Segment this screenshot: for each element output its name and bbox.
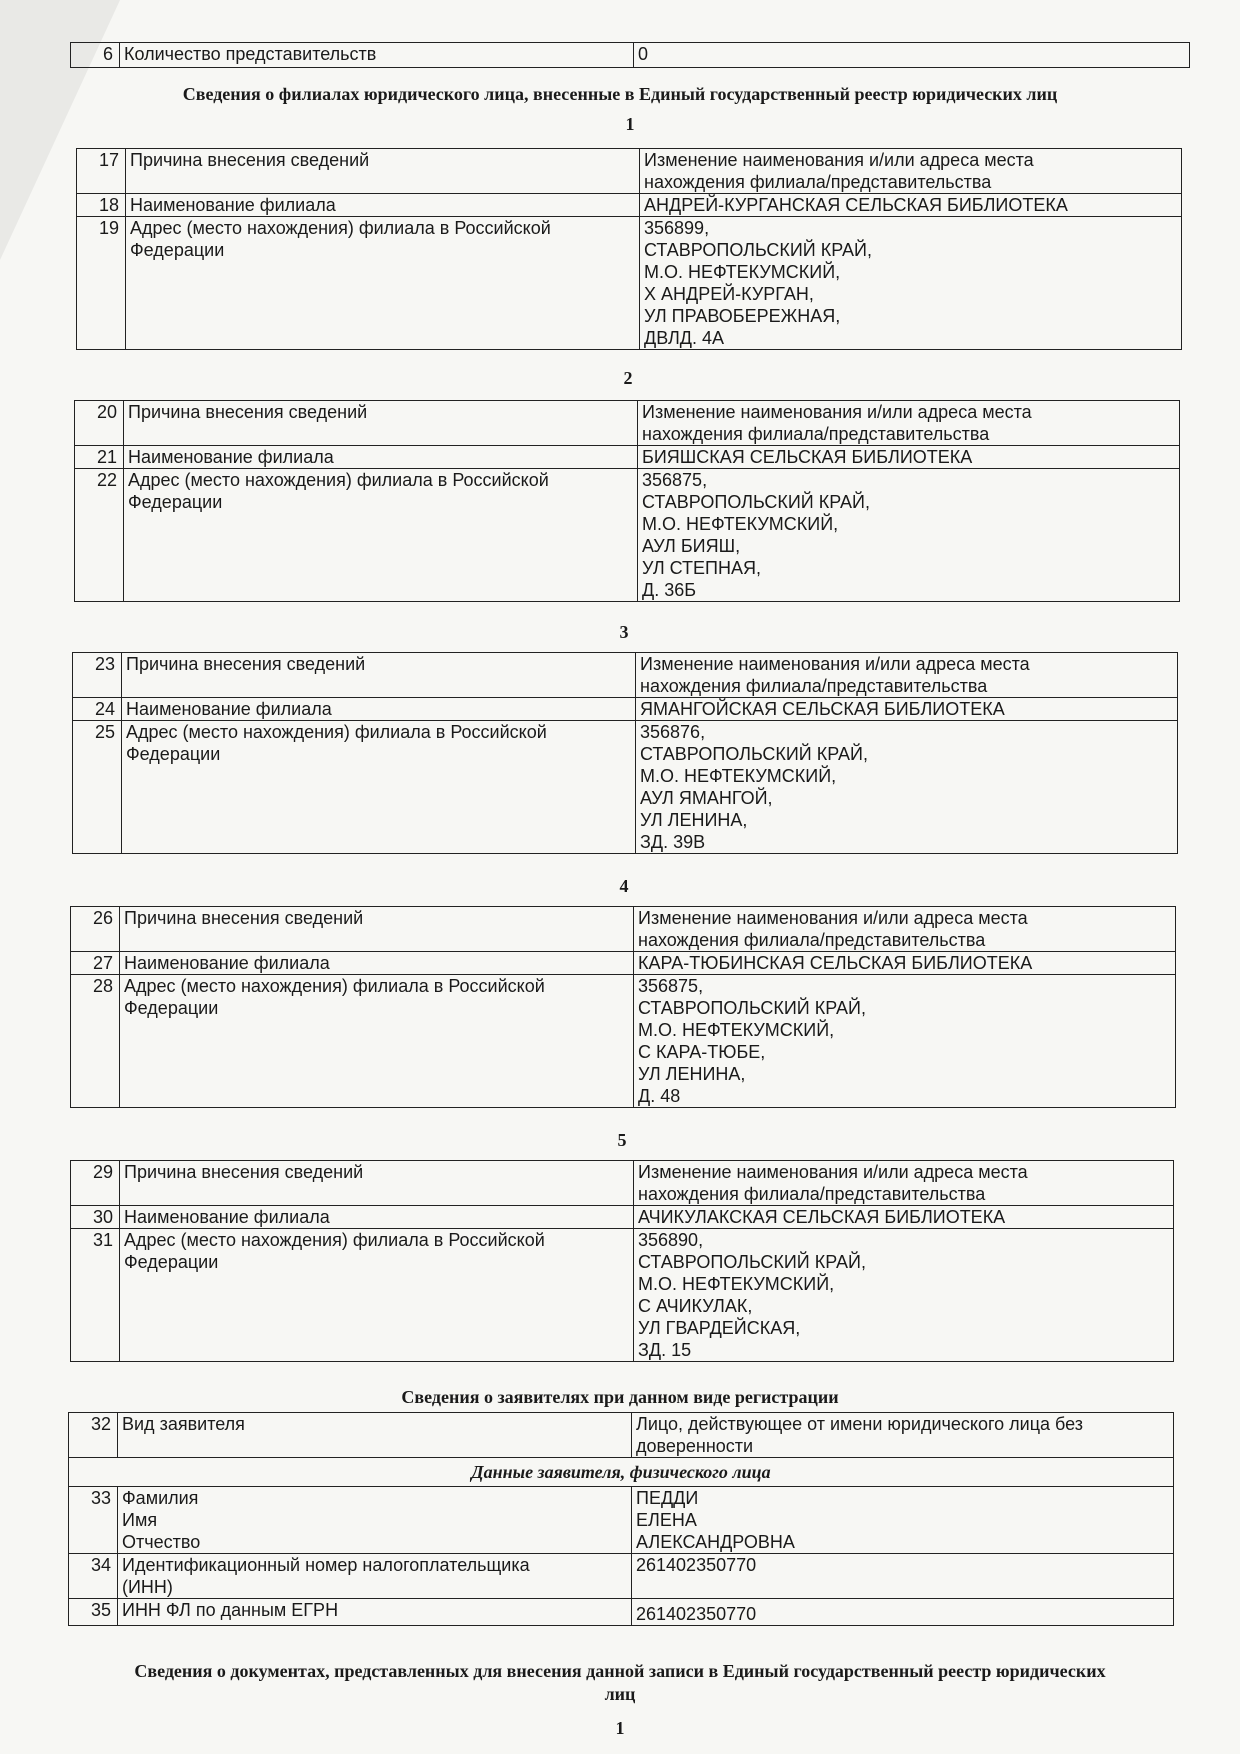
table-row [77,149,1182,194]
row-number: 17 [77,149,126,194]
row-number: 20 [75,401,124,446]
table-row [71,975,1176,1108]
row-label: Вид заявителя [118,1413,632,1458]
row-value: КАРА-ТЮБИНСКАЯ СЕЛЬСКАЯ БИБЛИОТЕКА [634,952,1176,975]
row-value: АНДРЕЙ-КУРГАНСКАЯ СЕЛЬСКАЯ БИБЛИОТЕКА [640,194,1182,217]
row-number: 19 [77,217,126,350]
row-number: 31 [71,1229,120,1362]
branch-table [70,906,1176,1108]
row-label: Наименование филиала [124,446,638,469]
person-subheading: Данные заявителя, физического лица [69,1458,1174,1487]
branch-index: 4 [619,876,629,896]
row-value: 356876, СТАВРОПОЛЬСКИЙ КРАЙ, М.О. НЕФТЕКУМСКИЙ, АУЛ ЯМАНГОЙ, УЛ ЛЕНИНА, ЗД. 39В [636,721,1178,854]
row-label: Фамилия Имя Отчество [118,1487,632,1554]
page-number: 1 [615,1718,625,1738]
table-row [69,1413,1174,1458]
table-row [77,194,1182,217]
table-row [69,1487,1174,1554]
row-value: 0 [634,43,1190,68]
row-number: 35 [69,1599,118,1626]
table-row [71,907,1176,952]
row-number: 28 [71,975,120,1108]
row-value: Изменение наименования и/или адреса места нахождения филиала/представительства [636,653,1178,698]
table-row [71,43,1190,68]
documents-heading: Сведения о документах, представленных для внесения данной записи в Единый государственный реестр юридических лиц [134,1661,1106,1704]
row-label: Адрес (место нахождения) филиала в Российской Федерации [120,975,634,1108]
row-label: Адрес (место нахождения) филиала в Российской Федерации [126,217,640,350]
table-row [73,698,1178,721]
row-value: Лицо, действующее от имени юридического лица без доверенности [632,1413,1174,1458]
row-value: 356875, СТАВРОПОЛЬСКИЙ КРАЙ, М.О. НЕФТЕКУМСКИЙ, АУЛ БИЯШ, УЛ СТЕПНАЯ, Д. 36Б [638,469,1180,602]
branch-table [72,652,1178,854]
row-label: Причина внесения сведений [124,401,638,446]
row-number: 27 [71,952,120,975]
row-value: ЯМАНГОЙСКАЯ СЕЛЬСКАЯ БИБЛИОТЕКА [636,698,1178,721]
row-label: Причина внесения сведений [126,149,640,194]
row-label: Причина внесения сведений [120,907,634,952]
table-row [69,1599,1174,1626]
row-value: 261402350770 [632,1599,1174,1626]
row-number: 33 [69,1487,118,1554]
table-row [71,952,1176,975]
table-row [75,469,1180,602]
row-value: АЧИКУЛАКСКАЯ СЕЛЬСКАЯ БИБЛИОТЕКА [634,1206,1174,1229]
row-value: Изменение наименования и/или адреса места нахождения филиала/представительства [634,907,1176,952]
row-number: 21 [75,446,124,469]
row-number: 6 [71,43,120,68]
table-row [69,1554,1174,1599]
row-number: 22 [75,469,124,602]
row-value: Изменение наименования и/или адреса места нахождения филиала/представительства [634,1161,1174,1206]
row-label: ИНН ФЛ по данным ЕГРН [118,1599,632,1626]
row-label: Адрес (место нахождения) филиала в Российской Федерации [120,1229,634,1362]
row-number: 24 [73,698,122,721]
row-label: Наименование филиала [120,952,634,975]
row-number: 32 [69,1413,118,1458]
branch-index: 1 [625,114,635,134]
row-number: 25 [73,721,122,854]
row-number: 23 [73,653,122,698]
row-number: 30 [71,1206,120,1229]
branch-table [76,148,1182,350]
row-number: 29 [71,1161,120,1206]
applicants-heading: Сведения о заявителях при данном виде регистрации [401,1387,839,1407]
row-label: Наименование филиала [126,194,640,217]
table-row [73,721,1178,854]
row-label: Причина внесения сведений [120,1161,634,1206]
table-row [75,446,1180,469]
row-value: БИЯШСКАЯ СЕЛЬСКАЯ БИБЛИОТЕКА [638,446,1180,469]
row-label: Идентификационный номер налогоплательщика (ИНН) [118,1554,632,1599]
branch-table [70,1160,1174,1362]
table-row [71,1161,1174,1206]
branches-heading: Сведения о филиалах юридического лица, внесенные в Единый государственный реестр юридических лиц [182,84,1058,104]
table-row [75,401,1180,446]
table-row [77,217,1182,350]
row-value: 356875, СТАВРОПОЛЬСКИЙ КРАЙ, М.О. НЕФТЕКУМСКИЙ, С КАРА-ТЮБЕ, УЛ ЛЕНИНА, Д. 48 [634,975,1176,1108]
row-label: Наименование филиала [122,698,636,721]
row-number: 18 [77,194,126,217]
row-label: Причина внесения сведений [122,653,636,698]
row-label: Адрес (место нахождения) филиала в Российской Федерации [124,469,638,602]
row-label: Адрес (место нахождения) филиала в Российской Федерации [122,721,636,854]
table-row [69,1458,1174,1487]
row-value: 356890, СТАВРОПОЛЬСКИЙ КРАЙ, М.О. НЕФТЕКУМСКИЙ, С АЧИКУЛАК, УЛ ГВАРДЕЙСКАЯ, ЗД. 15 [634,1229,1174,1362]
table-row [71,1229,1174,1362]
row-number: 34 [69,1554,118,1599]
branch-index: 2 [623,368,633,388]
row-value: Изменение наименования и/или адреса места нахождения филиала/представительства [640,149,1182,194]
row-value: 356899, СТАВРОПОЛЬСКИЙ КРАЙ, М.О. НЕФТЕКУМСКИЙ, Х АНДРЕЙ-КУРГАН, УЛ ПРАВОБЕРЕЖНАЯ, ДВЛД. 4А [640,217,1182,350]
branch-table [74,400,1180,602]
row-label: Наименование филиала [120,1206,634,1229]
row-value: Изменение наименования и/или адреса места нахождения филиала/представительства [638,401,1180,446]
row-number: 26 [71,907,120,952]
table-row [71,1206,1174,1229]
table-row [73,653,1178,698]
branch-index: 5 [617,1130,627,1150]
row-label: Количество представительств [120,43,634,68]
row-value: ПЕДДИ ЕЛЕНА АЛЕКСАНДРОВНА [632,1487,1174,1554]
row-value: 261402350770 [632,1554,1174,1599]
representatives-table [70,42,1190,68]
branch-index: 3 [619,622,629,642]
applicant-table [68,1412,1174,1626]
